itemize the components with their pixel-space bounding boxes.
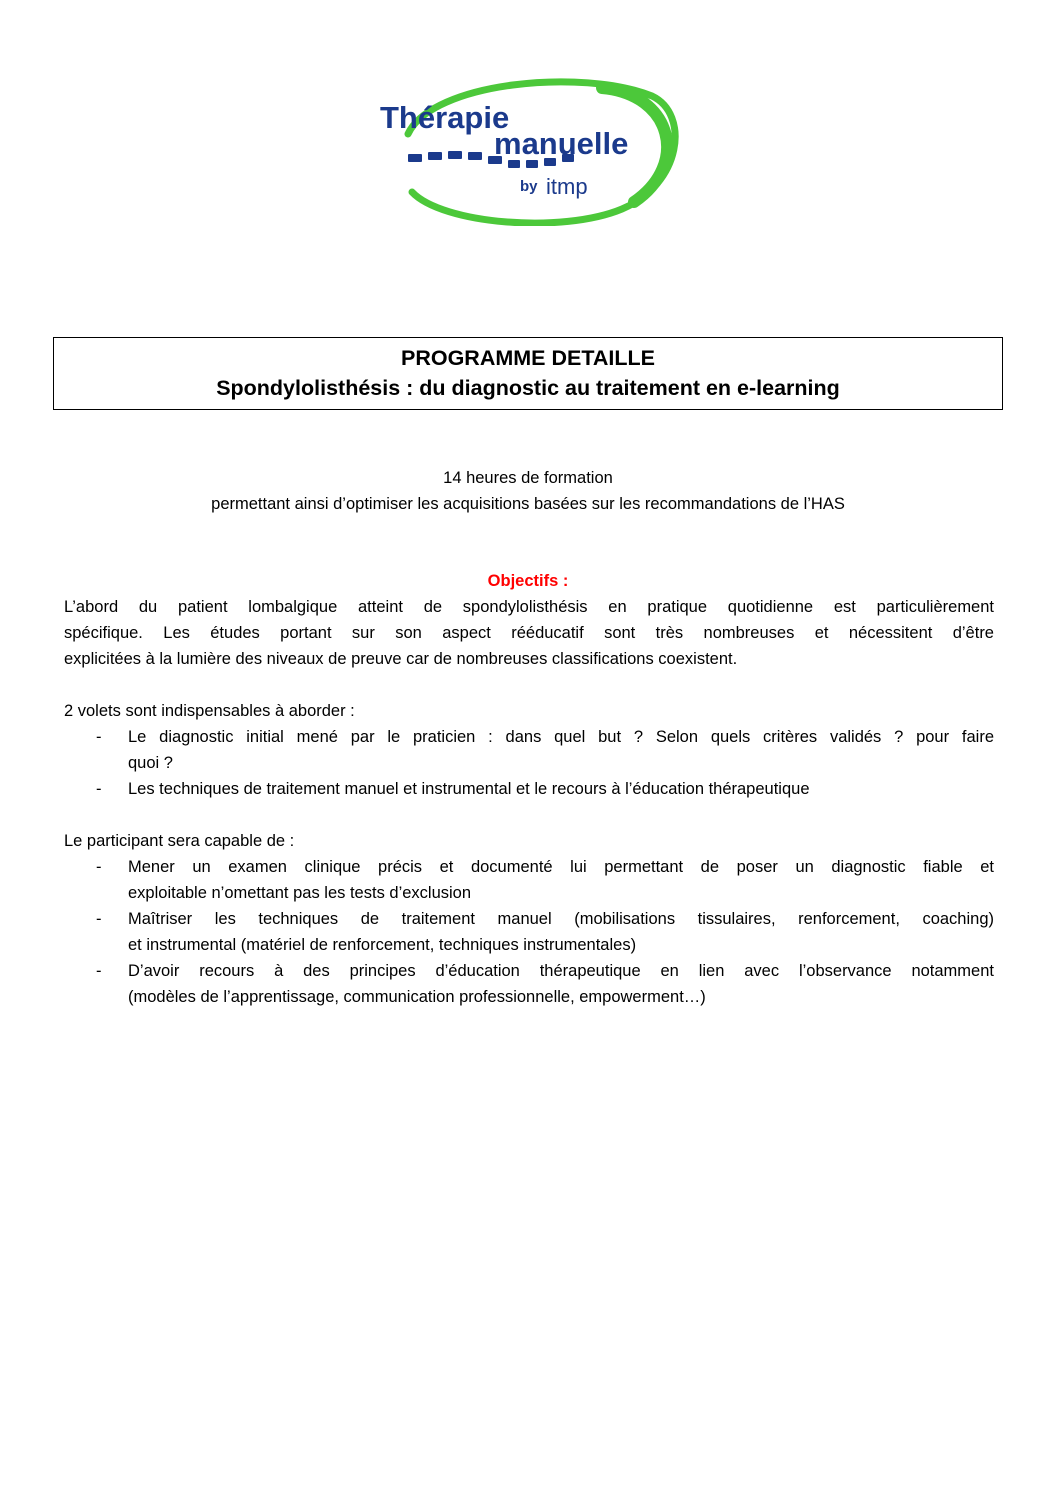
list-item — [64, 906, 994, 958]
list-item-line: exploitable n’omettant pas les tests d’exclusion — [128, 884, 472, 902]
paragraph-line: explicitées à la lumière des niveaux de preuve car de nombreuses classifications coexistent. — [64, 650, 738, 668]
objectives-paragraph — [64, 594, 994, 672]
dash-bullet: - — [96, 780, 102, 798]
capable-intro: Le participant sera capable de : — [64, 832, 295, 850]
list-item-line: Mener un examen clinique précis et documenté lui permettant de poser un diagnostic fiable et — [128, 858, 994, 876]
list-item-line: Les techniques de traitement manuel et instrumental et le recours à l’éducation thérapeutique — [128, 780, 810, 798]
title-box — [53, 337, 1003, 410]
therapie-manuelle-logo — [372, 74, 682, 226]
page-title: PROGRAMME DETAILLE — [400, 346, 655, 370]
paragraph-line: spécifique. Les études portant sur son aspect rééducatif sont très nombreuses et nécessitent d’être — [64, 624, 994, 642]
dash-bullet: - — [96, 910, 102, 928]
intro-hours: 14 heures de formation — [443, 469, 613, 487]
capabilities-list — [64, 854, 994, 1010]
list-item-line: quoi ? — [128, 754, 173, 772]
list-item-line: et instrumental (matériel de renforcement, techniques instrumentales) — [128, 936, 637, 954]
volets-list — [64, 724, 994, 802]
logo-text-therapie: Thérapie — [380, 100, 510, 135]
logo-text-by: by — [520, 178, 538, 195]
list-item — [64, 724, 994, 776]
list-item-line: (modèles de l’apprentissage, communication professionnelle, empowerment…) — [128, 988, 706, 1006]
volets-intro: 2 volets sont indispensables à aborder : — [64, 702, 355, 720]
intro-has: permettant ainsi d’optimiser les acquisitions basées sur les recommandations de l’HAS — [211, 495, 845, 513]
list-item-line: D’avoir recours à des principes d’éducation thérapeutique en lien avec l’observance notamment — [128, 962, 994, 980]
list-item-line: Maîtriser les techniques de traitement manuel (mobilisations tissulaires, renforcement, coaching) — [128, 910, 994, 928]
logo-text-itmp: itmp — [546, 174, 588, 199]
dash-bullet: - — [96, 858, 102, 876]
list-item — [64, 854, 994, 906]
dash-bullet: - — [96, 728, 102, 746]
intro — [53, 465, 1003, 517]
logo-text-manuelle: manuelle — [494, 126, 629, 161]
logo-graphic — [372, 74, 682, 226]
dash-bullet: - — [96, 962, 102, 980]
page-subtitle: Spondylolisthésis : du diagnostic au traitement en e-learning — [216, 376, 840, 400]
list-item — [64, 776, 994, 802]
paragraph-line: L’abord du patient lombalgique atteint de spondylolisthésis en pratique quotidienne est particulièrement — [64, 598, 994, 616]
list-item-line: Le diagnostic initial mené par le praticien : dans quel but ? Selon quels critères validés ? pour faire — [128, 728, 994, 746]
objectives-heading: Objectifs : — [487, 572, 569, 590]
list-item — [64, 958, 994, 1010]
